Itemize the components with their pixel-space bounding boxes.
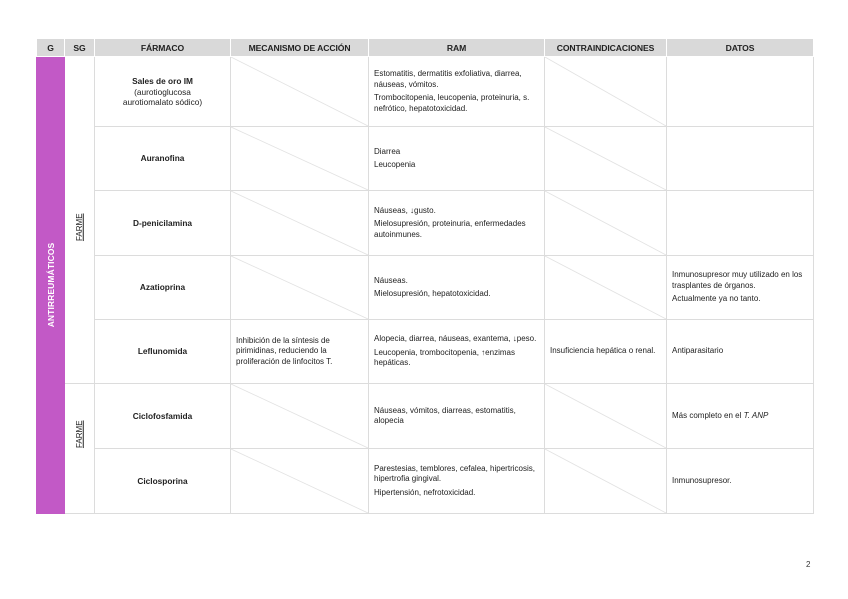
- header-datos: DATOS: [667, 39, 814, 57]
- ram-cell: [369, 256, 545, 320]
- datos-text: Inmunosupresor.: [672, 475, 732, 485]
- datos-reference: T. ANP: [743, 410, 769, 420]
- empty-cell: [231, 384, 369, 449]
- mecanismo-text: Inhibición de la síntesis de pirimidinas, reduciendo la proliferación de linfocitos T.: [236, 335, 333, 366]
- header-mecanismo: MECANISMO DE ACCIÓN: [231, 39, 369, 57]
- empty-cell: [231, 57, 369, 127]
- ram-text: Estomatitis, dermatitis exfoliativa, diarrea, náuseas, vómitos.: [374, 69, 522, 89]
- empty-cell: [545, 127, 667, 191]
- drug-name-cell: [95, 127, 231, 191]
- datos-text: Actualmente ya no tanto.: [672, 294, 761, 304]
- drug-name-cell: [95, 384, 231, 449]
- drug-name: Auranofina: [140, 153, 185, 164]
- ram-text: Mielosupresión, hepatotoxicidad.: [374, 289, 491, 298]
- subgroup-label: FARME: [74, 420, 84, 449]
- empty-cell: [231, 256, 369, 320]
- header-sg: SG: [65, 39, 95, 57]
- ram-cell: [369, 127, 545, 191]
- ram-text: Náuseas, ↓gusto.: [374, 205, 436, 215]
- table-row: [37, 127, 814, 191]
- empty-cell: [545, 384, 667, 449]
- header-ram: RAM: [369, 39, 545, 57]
- datos-cell: [667, 127, 814, 191]
- table-row: [37, 320, 814, 384]
- drug-name: D-penicilamina: [132, 217, 192, 228]
- ram-text: Náuseas, vómitos, diarreas, estomatitis, alopecia: [374, 405, 516, 425]
- header-contraindicaciones: CONTRAINDICACIONES: [545, 39, 667, 57]
- datos-text: Inmunosupresor muy utilizado en los trasplantes de órganos.: [672, 270, 803, 290]
- empty-cell: [231, 191, 369, 256]
- empty-cell: [545, 57, 667, 127]
- drug-name: Leflunomida: [137, 346, 188, 357]
- ram-text: Leucopenia, trombocitopenia, ↑enzimas hepáticas.: [374, 347, 515, 368]
- datos-cell: [667, 191, 814, 256]
- table-row: [37, 384, 814, 449]
- empty-cell: [545, 191, 667, 256]
- drug-name-cell: [95, 256, 231, 320]
- group-label: ANTIRREUMÁTICOS: [45, 242, 56, 328]
- ram-cell: [369, 449, 545, 514]
- drug-name: Ciclofosfamida: [132, 410, 193, 421]
- ram-cell: [369, 57, 545, 127]
- drug-name-cell: [95, 449, 231, 514]
- datos-text: Antiparasitario: [672, 346, 724, 356]
- datos-cell: [667, 57, 814, 127]
- table-row: [37, 191, 814, 256]
- ram-text: Mielosupresión, proteinuria, enfermedades autoinmunes.: [374, 219, 526, 239]
- empty-cell: [231, 127, 369, 191]
- empty-cell: [545, 449, 667, 514]
- ram-cell: [369, 384, 545, 449]
- table-row: [37, 449, 814, 514]
- drug-name: Azatioprina: [139, 282, 186, 293]
- ram-text: Trombocitopenia, leucopenia, proteinuria, s. nefrótico, hepatotoxicidad.: [374, 93, 530, 113]
- contraindicaciones-cell: [545, 320, 667, 384]
- datos-cell: [667, 256, 814, 320]
- ram-text: Parestesias, temblores, cefalea, hipertricosis, hipertrofia gingival.: [374, 463, 535, 484]
- mecanismo-cell: [231, 320, 369, 384]
- table-row: [37, 57, 814, 127]
- table-row: [37, 256, 814, 320]
- ram-text: Náuseas.: [374, 275, 408, 285]
- drug-subtitle: aurotiomalato sódico): [122, 96, 203, 107]
- datos-cell: [667, 320, 814, 384]
- drug-table: [36, 38, 814, 514]
- ram-text: Hipertensión, nefrotoxicidad.: [374, 487, 476, 497]
- page-number: 2: [806, 560, 811, 569]
- ram-cell: [369, 191, 545, 256]
- datos-prefix: Más completo en el: [672, 410, 744, 420]
- ram-text: Diarrea: [374, 146, 401, 156]
- drug-name: Ciclosporina: [137, 475, 188, 486]
- drug-name-cell: [95, 320, 231, 384]
- subgroup-label: FARME: [74, 213, 84, 242]
- header-farmaco: FÁRMACO: [95, 39, 231, 57]
- group-cell: [37, 57, 65, 514]
- subgroup-cell: [65, 57, 95, 384]
- datos-cell: [667, 449, 814, 514]
- datos-cell: [667, 384, 814, 449]
- ram-text: Alopecia, diarrea, náuseas, exantema, ↓peso.: [374, 334, 537, 344]
- ram-text: Leucopenia: [374, 160, 416, 169]
- drug-subtitle: (aurotioglucosa: [134, 86, 191, 97]
- ram-cell: [369, 320, 545, 384]
- drug-name-cell: [95, 191, 231, 256]
- empty-cell: [231, 449, 369, 514]
- subgroup-cell: [65, 384, 95, 514]
- datos-text: [672, 411, 808, 422]
- contraindicaciones-text: Insuficiencia hepática o renal.: [550, 346, 656, 356]
- drug-name: Sales de oro IM: [132, 76, 193, 87]
- table-header-row: [37, 39, 814, 57]
- empty-cell: [545, 256, 667, 320]
- drug-name-cell: [95, 57, 231, 127]
- header-g: G: [37, 39, 65, 57]
